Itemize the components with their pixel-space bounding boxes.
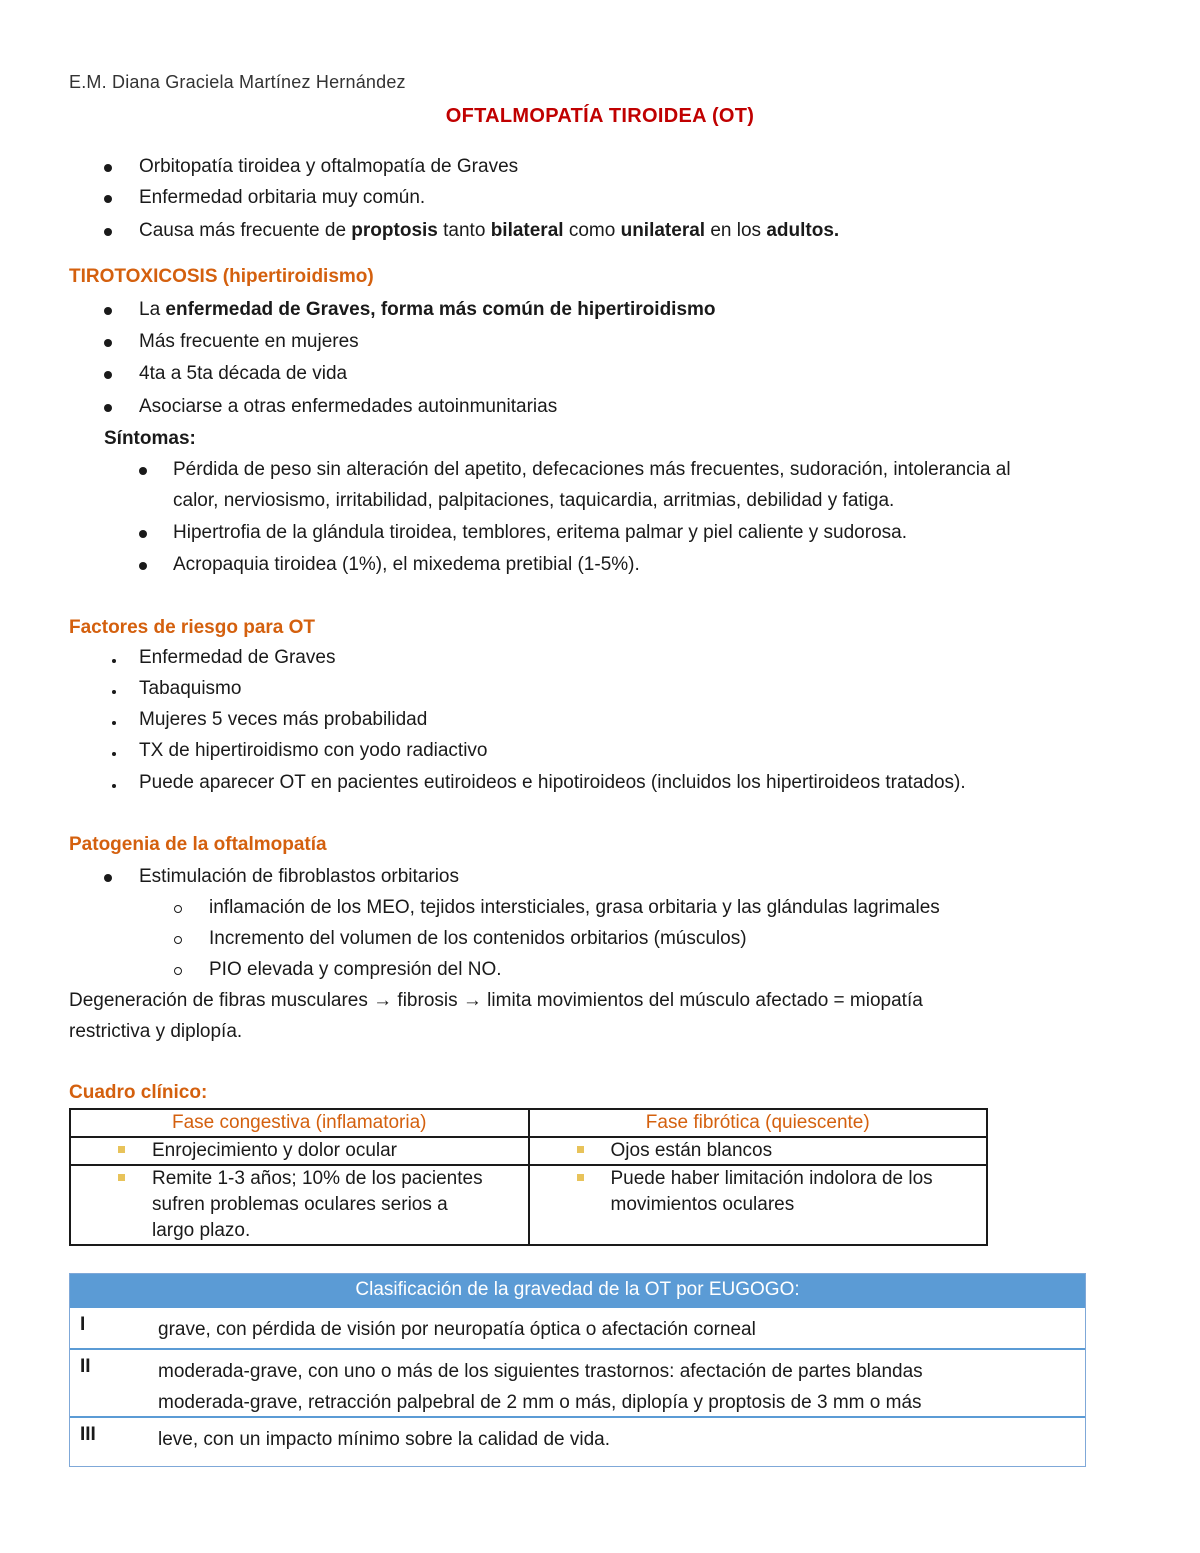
small-bullet-icon [112, 646, 116, 670]
grade-description: moderada-grave, con uno o más de los siguientes trastornos: afectación de partes blandas moderada-grave, retracción palpebral de 2 mm o más, diplopía y proptosis de 3 mm o más [158, 1361, 923, 1413]
table-row [70, 1416, 1085, 1466]
bullet-icon [104, 298, 112, 322]
small-bullet-icon [112, 771, 116, 795]
list-item: Remite 1-3 años; 10% de los pacientes sufren problemas oculares serios a largo plazo. [71, 1166, 528, 1244]
grade-label: III [80, 1424, 96, 1445]
cuadro-clinico-table [69, 1108, 988, 1246]
grade-description: leve, con un impacto mínimo sobre la calidad de vida. [158, 1429, 611, 1450]
bullet-icon [104, 865, 112, 889]
table-cell [70, 1137, 529, 1165]
square-bullet-icon [118, 1174, 125, 1181]
tirotoxicosis-bullet-3: 4ta a 5ta década de vida [139, 363, 348, 384]
patogenia-sub-2: Incremento del volumen de los contenidos orbitarios (músculos) [209, 928, 747, 949]
eugogo-table [69, 1273, 1086, 1467]
list-item: Ojos están blancos [530, 1138, 987, 1164]
small-bullet-icon [112, 708, 116, 732]
page-title: OFTALMOPATÍA TIROIDEA (OT) [445, 105, 755, 127]
bullet-icon [104, 395, 112, 419]
tirotoxicosis-bullet-1: La enfermedad de Graves, forma más común de hipertiroidismo [139, 299, 716, 320]
col-header-congestiva: Fase congestiva (inflamatoria) [70, 1109, 529, 1137]
sintomas-label: Síntomas: [104, 428, 196, 449]
sintoma-1-line-1: Pérdida de peso sin alteración del apetito, defecaciones más frecuentes, sudoración, intolerancia al [173, 459, 1011, 480]
factores-heading: Factores de riesgo para OT [69, 617, 316, 638]
ring-bullet-icon [174, 927, 182, 951]
square-bullet-icon [118, 1146, 125, 1153]
intro-bullet-icon [104, 186, 112, 210]
intro-bullet-3: Causa más frecuente de proptosis tanto bilateral como unilateral en los adultos. [139, 220, 840, 241]
square-bullet-icon [577, 1146, 584, 1153]
patogenia-main: Estimulación de fibroblastos orbitarios [139, 866, 459, 887]
eugogo-header: Clasificación de la gravedad de la OT por EUGOGO: [70, 1274, 1085, 1306]
tirotoxicosis-bullet-4: Asociarse a otras enfermedades autoinmunitarias [139, 396, 558, 417]
factor-1: Enfermedad de Graves [139, 647, 336, 668]
small-bullet-icon [112, 739, 116, 763]
factor-2: Tabaquismo [139, 678, 242, 699]
table-row [70, 1348, 1085, 1416]
sintoma-2: Hipertrofia de la glándula tiroidea, temblores, eritema palmar y piel caliente y sudorosa. [173, 522, 907, 543]
bullet-icon [139, 458, 147, 482]
square-bullet-icon [577, 1174, 584, 1181]
grade-label: I [80, 1314, 86, 1335]
ring-bullet-icon [174, 896, 182, 920]
table-cell [529, 1137, 988, 1165]
patogenia-sub-1: inflamación de los MEO, tejidos intersticiales, grasa orbitaria y las glándulas lagrimales [209, 897, 940, 918]
bullet-icon [139, 521, 147, 545]
grade-description: grave, con pérdida de visión por neuropatía óptica o afectación corneal [158, 1319, 756, 1340]
intro-bullet-1: Orbitopatía tiroidea y oftalmopatía de Graves [139, 156, 519, 177]
table-cell [70, 1165, 529, 1245]
sintoma-3: Acropaquia tiroidea (1%), el mixedema pretibial (1-5%). [173, 554, 640, 575]
patogenia-heading: Patogenia de la oftalmopatía [69, 834, 327, 855]
bullet-icon [139, 553, 147, 577]
col-header-fibrotica: Fase fibrótica (quiescente) [529, 1109, 988, 1137]
tirotoxicosis-bullet-2: Más frecuente en mujeres [139, 331, 359, 352]
intro-bullet-2: Enfermedad orbitaria muy común. [139, 187, 426, 208]
patogenia-para-line-1: Degeneración de fibras musculares → fibrosis → limita movimientos del músculo afectado = miopatía [69, 990, 923, 1011]
table-cell [529, 1165, 988, 1245]
patogenia-para-line-2: restrictiva y diplopía. [69, 1021, 243, 1042]
intro-bullet-icon [104, 155, 112, 179]
cuadro-heading: Cuadro clínico: [69, 1082, 208, 1103]
ring-bullet-icon [174, 958, 182, 982]
patogenia-sub-3: PIO elevada y compresión del NO. [209, 959, 502, 980]
factor-3: Mujeres 5 veces más probabilidad [139, 709, 428, 730]
factor-5: Puede aparecer OT en pacientes eutiroideos e hipotiroideos (incluidos los hipertiroideos tratados). [139, 772, 966, 793]
bullet-icon [104, 362, 112, 386]
bullet-icon [104, 330, 112, 354]
small-bullet-icon [112, 677, 116, 701]
list-item: Enrojecimiento y dolor ocular [71, 1138, 528, 1164]
list-item: Puede haber limitación indolora de los movimientos oculares [530, 1166, 987, 1218]
table-row [70, 1306, 1085, 1348]
author-name: E.M. Diana Graciela Martínez Hernández [69, 72, 406, 92]
factor-4: TX de hipertiroidismo con yodo radiactivo [139, 740, 488, 761]
intro-bullet-icon [104, 219, 112, 243]
sintoma-1-line-2: calor, nerviosismo, irritabilidad, palpitaciones, taquicardia, arritmias, debilidad y fatiga. [173, 490, 895, 511]
tirotoxicosis-heading: TIROTOXICOSIS (hipertiroidismo) [69, 266, 374, 287]
grade-label: II [80, 1356, 91, 1377]
